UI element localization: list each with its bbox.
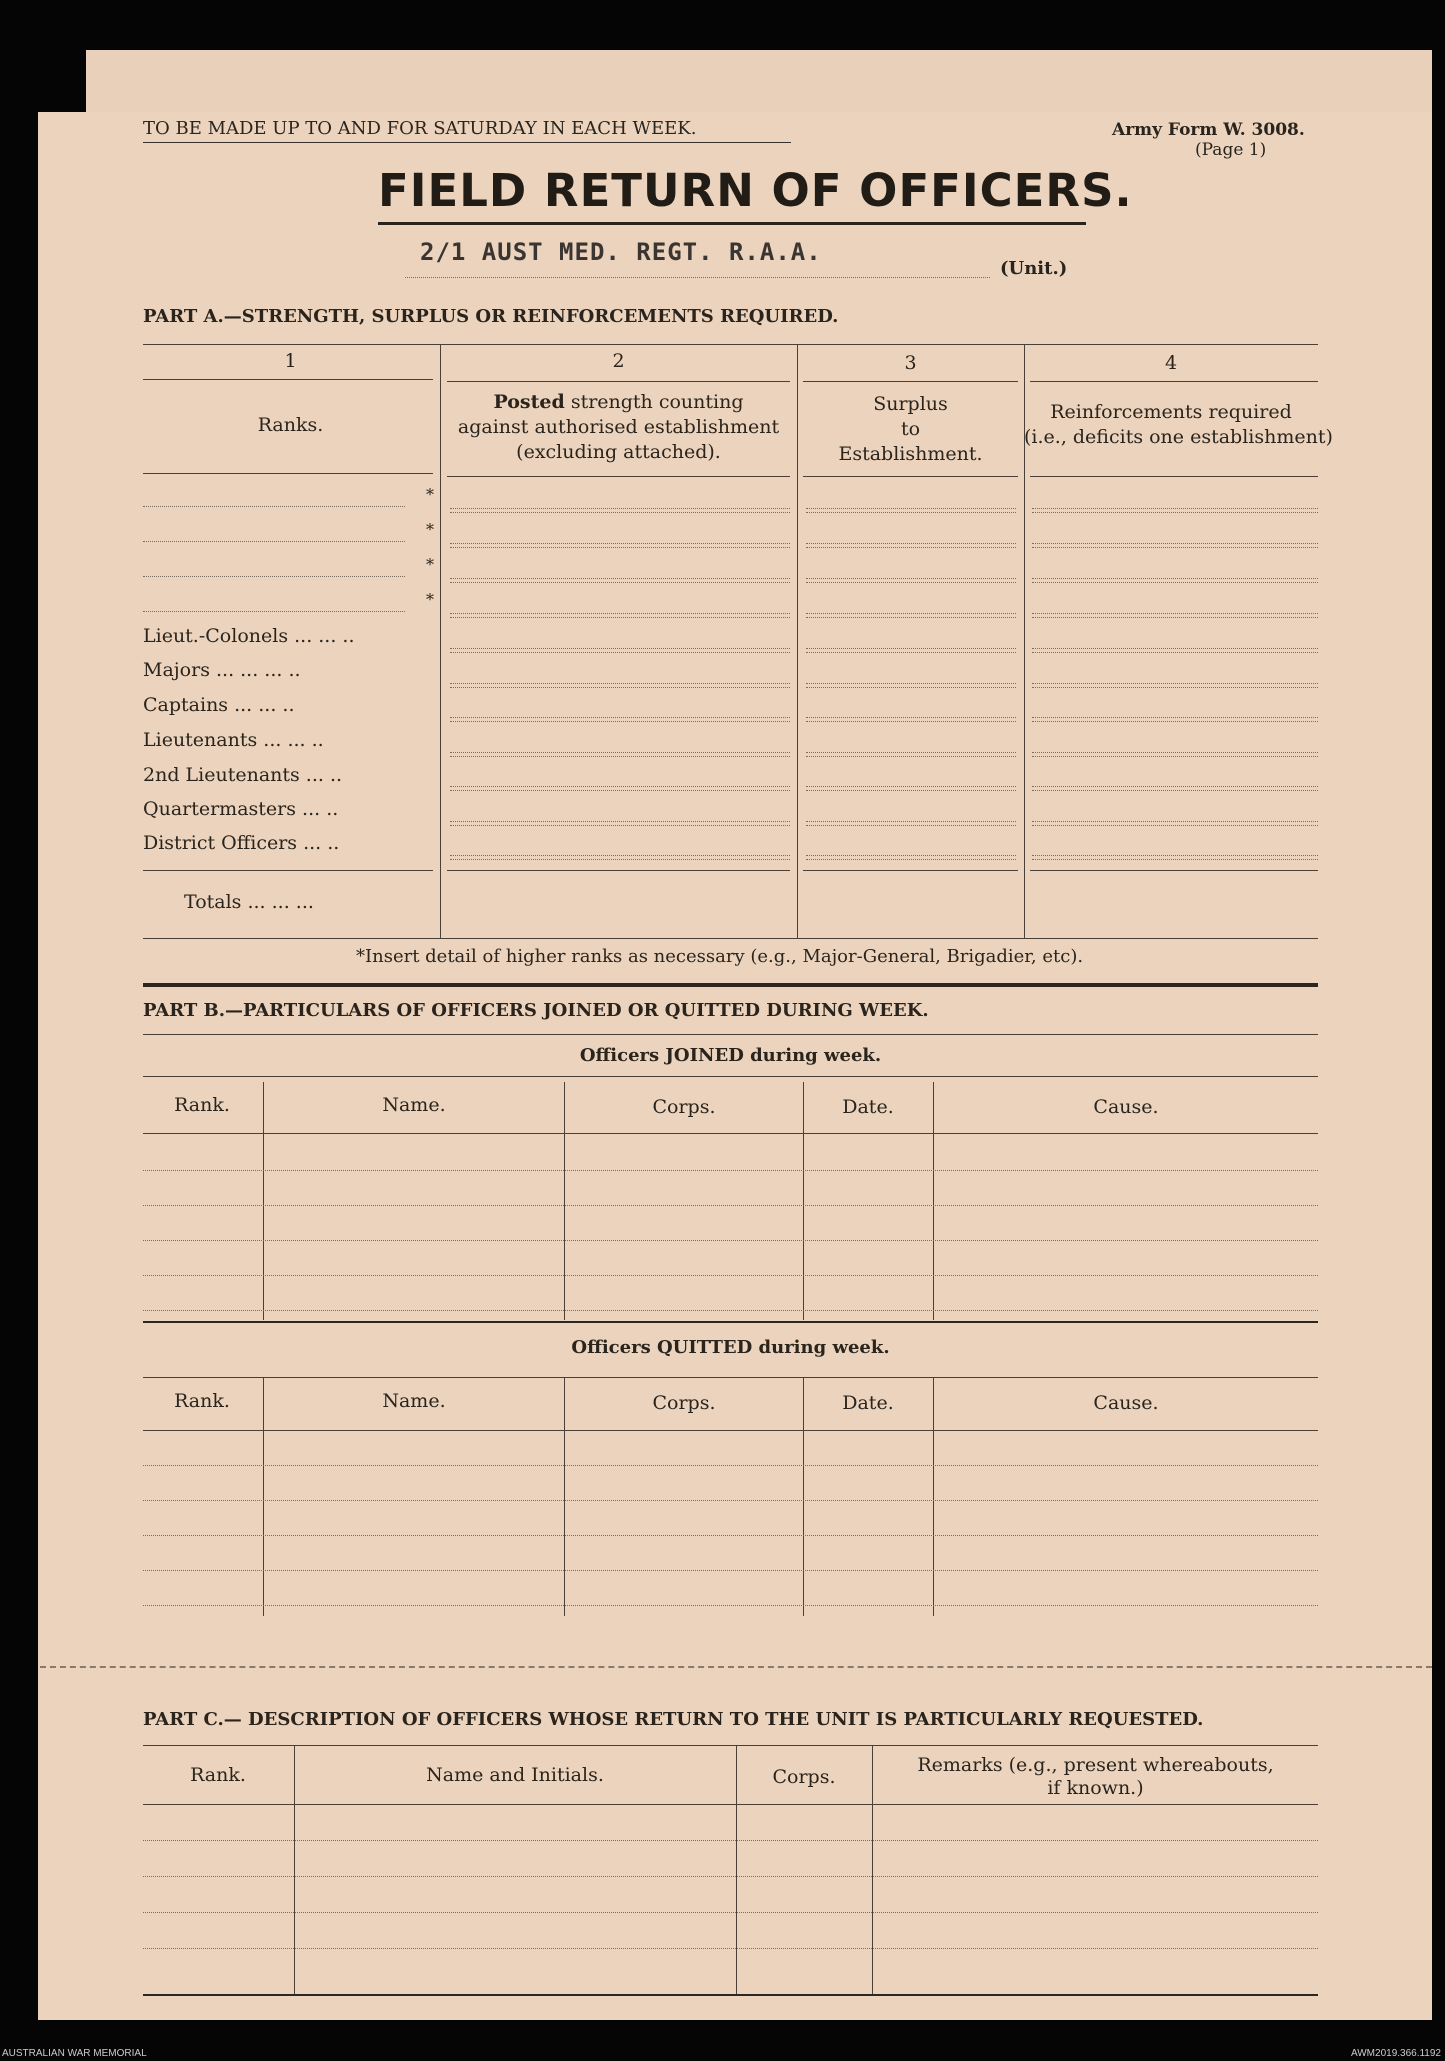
unit-dotted-line bbox=[405, 277, 990, 278]
joined-caption: Officers JOINED during week. bbox=[579, 1045, 882, 1066]
posted-header-line-1: Posted strength counting bbox=[493, 391, 744, 413]
higher-rank-line-4 bbox=[143, 611, 405, 612]
quitted-col-corps: Corps. bbox=[652, 1392, 716, 1414]
col2-number-rule bbox=[447, 381, 790, 382]
part-c-top-rule bbox=[143, 1745, 1318, 1746]
asterisk-3: * bbox=[426, 555, 434, 574]
joined-divider-1 bbox=[263, 1082, 264, 1320]
rank-label-quartermasters: Quartermasters ... .. bbox=[143, 798, 339, 820]
part-c-col-rank: Rank. bbox=[190, 1764, 246, 1786]
col-number-1: 1 bbox=[284, 350, 297, 372]
rank-label-lieutenants: Lieutenants ... ... .. bbox=[143, 729, 324, 751]
col3-number-rule bbox=[803, 381, 1018, 382]
part-a-footnote: *Insert detail of higher ranks as necessary (e.g., Major-General, Brigadier, etc). bbox=[356, 946, 1084, 967]
col-number-2: 2 bbox=[612, 350, 625, 372]
rank-label-district-officers: District Officers ... .. bbox=[143, 832, 340, 854]
part-a-end-rule bbox=[143, 983, 1318, 987]
part-a-top-rule bbox=[143, 344, 1318, 345]
rank-label-captains: Captains ... ... .. bbox=[143, 694, 295, 716]
quitted-col-cause: Cause. bbox=[1093, 1392, 1159, 1414]
asterisk-4: * bbox=[426, 590, 434, 609]
unit-label: (Unit.) bbox=[1000, 258, 1068, 279]
surplus-header-line-1: Surplus bbox=[873, 393, 948, 415]
unit-stamp: 2/1 AUST MED. REGT. R.A.A. bbox=[420, 238, 822, 266]
part-c-col-name: Name and Initials. bbox=[426, 1764, 604, 1786]
part-c-heading: PART C.— DESCRIPTION OF OFFICERS WHOSE RETURN TO THE UNIT IS PARTICULARLY REQUESTED. bbox=[143, 1709, 1204, 1730]
part-a-bottom-rule bbox=[143, 938, 1318, 939]
part-a-heading: PART A.—STRENGTH, SURPLUS OR REINFORCEMENTS REQUIRED. bbox=[143, 306, 839, 327]
part-b-heading: PART B.—PARTICULARS OF OFFICERS JOINED OR QUITTED DURING WEEK. bbox=[143, 1000, 929, 1021]
posted-header-line-2: against authorised establishment bbox=[457, 416, 780, 438]
joined-top-rule bbox=[143, 1076, 1318, 1077]
ranks-header: Ranks. bbox=[257, 414, 324, 436]
part-b-rule bbox=[143, 1034, 1318, 1035]
col-number-3: 3 bbox=[904, 352, 917, 374]
part-c-remarks-line-1: Remarks (e.g., present whereabouts, bbox=[917, 1754, 1274, 1776]
quitted-col-name: Name. bbox=[382, 1390, 446, 1412]
part-c-bottom-rule bbox=[143, 1994, 1318, 1996]
instruction-underline bbox=[143, 142, 791, 143]
asterisk-2: * bbox=[426, 520, 434, 539]
col4-number-rule bbox=[1030, 381, 1318, 382]
posted-header-line-3: (excluding attached). bbox=[516, 441, 721, 463]
rank-label-lieut-colonels: Lieut.-Colonels ... ... .. bbox=[143, 625, 355, 647]
col2-header-rule bbox=[447, 476, 790, 477]
quitted-col-date: Date. bbox=[842, 1392, 894, 1414]
page-label: (Page 1) bbox=[1195, 140, 1267, 160]
col1-number-rule bbox=[143, 379, 433, 380]
instruction-text: TO BE MADE UP TO AND FOR SATURDAY IN EACH WEEK. bbox=[143, 118, 697, 139]
tear-off-line bbox=[40, 1666, 1432, 1668]
col4-header-rule bbox=[1030, 476, 1318, 477]
form-number: Army Form W. 3008. bbox=[1112, 120, 1305, 140]
joined-col-date: Date. bbox=[842, 1096, 894, 1118]
reinforcements-header-line-1: Reinforcements required bbox=[1050, 401, 1292, 423]
footer-left-text: AUSTRALIAN WAR MEMORIAL bbox=[2, 2048, 147, 2059]
rank-label-majors: Majors ... ... ... .. bbox=[143, 659, 301, 681]
quitted-top-rule bbox=[143, 1377, 1318, 1378]
footer-right-text: AWM2019.366.1192 bbox=[1350, 2048, 1441, 2059]
quitted-caption: Officers QUITTED during week. bbox=[571, 1337, 890, 1358]
joined-col-name: Name. bbox=[382, 1094, 446, 1116]
joined-col-rank: Rank. bbox=[174, 1094, 230, 1116]
rank-label-2nd-lieutenants: 2nd Lieutenants ... .. bbox=[143, 764, 343, 786]
joined-col-cause: Cause. bbox=[1093, 1096, 1159, 1118]
col-number-4: 4 bbox=[1164, 352, 1178, 374]
surplus-header-line-3: Establishment. bbox=[838, 443, 983, 465]
form-title: FIELD RETURN OF OFFICERS. bbox=[378, 164, 1133, 217]
quitted-col-rank: Rank. bbox=[174, 1390, 230, 1412]
joined-col-corps: Corps. bbox=[652, 1096, 716, 1118]
higher-rank-line-3 bbox=[143, 576, 405, 577]
col1-header-rule bbox=[143, 473, 433, 474]
quitted-divider-1 bbox=[263, 1378, 264, 1616]
reinforcements-header-line-2: (i.e., deficits one establishment) bbox=[1024, 426, 1333, 448]
part-c-col-corps: Corps. bbox=[772, 1766, 836, 1788]
col3-header-rule bbox=[803, 476, 1018, 477]
ranks-total-rule bbox=[143, 870, 433, 871]
part-c-remarks-line-2: if known.) bbox=[1047, 1777, 1144, 1799]
surplus-header-line-2: to bbox=[900, 418, 921, 440]
asterisk-1: * bbox=[426, 485, 434, 504]
totals-label: Totals ... ... ... bbox=[184, 891, 314, 913]
title-underline bbox=[378, 222, 1086, 225]
higher-rank-line-2 bbox=[143, 541, 405, 542]
joined-bottom-rule bbox=[143, 1321, 1318, 1323]
higher-rank-line-1 bbox=[143, 506, 405, 507]
